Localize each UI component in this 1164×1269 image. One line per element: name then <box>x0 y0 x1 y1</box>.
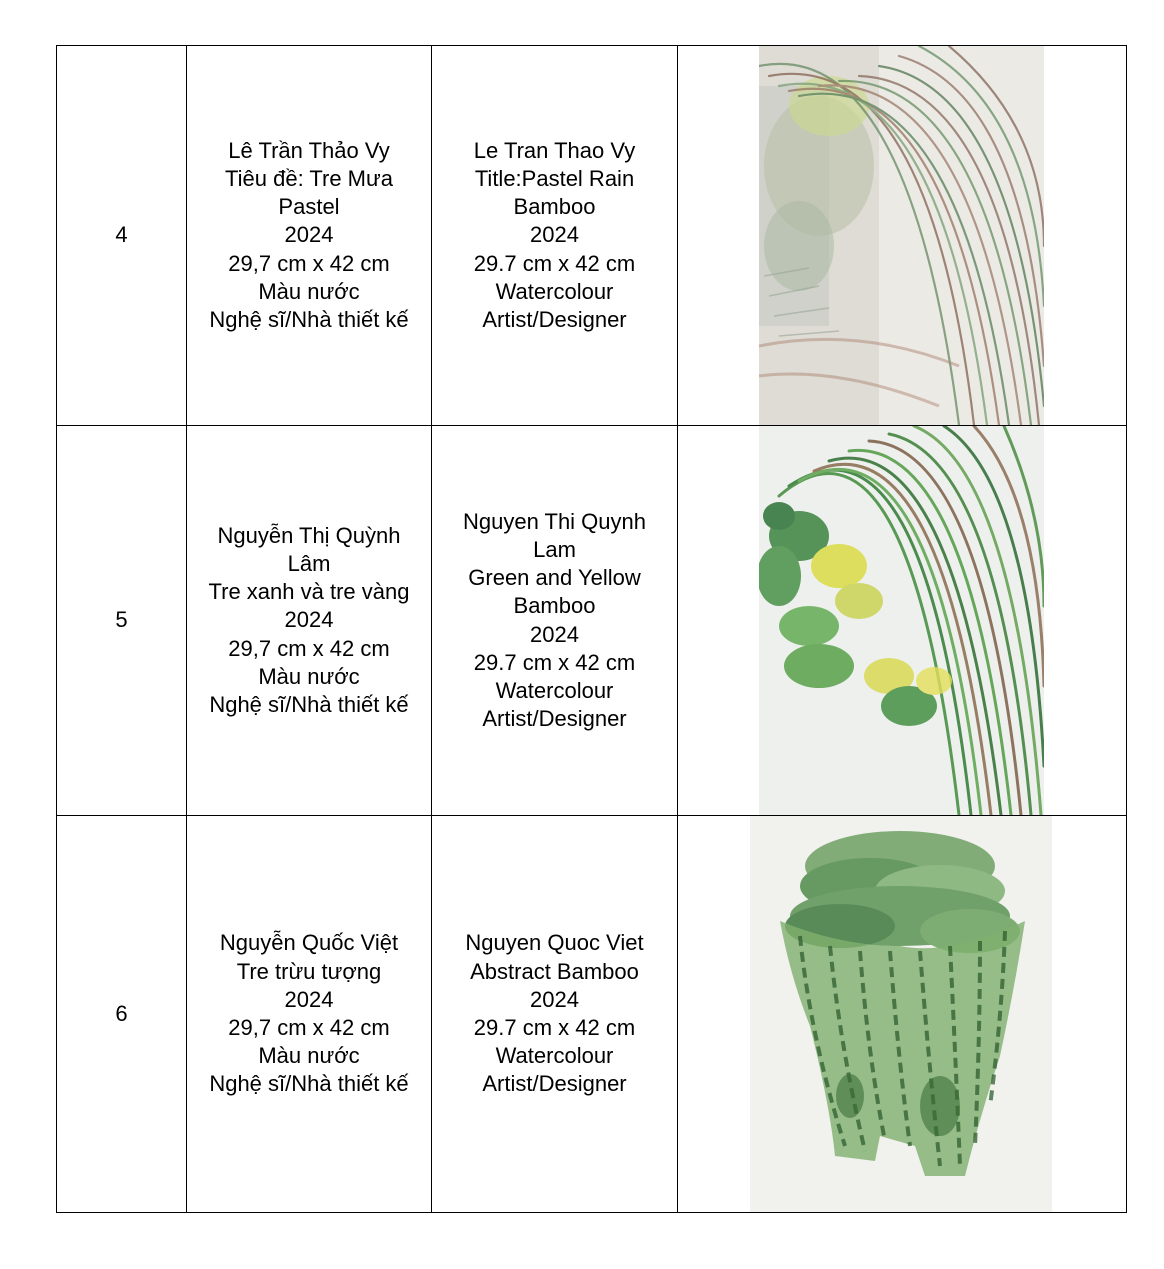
entry-number: 4 <box>57 46 187 426</box>
vietnamese-description <box>187 816 432 1213</box>
title-line: Tre xanh và tre vàng <box>208 579 410 605</box>
title-line: Abstract Bamboo <box>470 958 639 984</box>
english-description <box>432 426 678 816</box>
dimensions-line: 29.7 cm x 42 cm <box>473 1015 636 1040</box>
artist-name-line: Nguyen Thi Quynh <box>462 508 647 534</box>
role-line: Nghệ sĩ/Nhà thiết kế <box>209 692 409 717</box>
year-line: 2024 <box>284 986 334 1012</box>
role-line: Artist/Designer <box>482 307 627 332</box>
title-line: Pastel <box>278 194 340 220</box>
table-row <box>57 426 1127 816</box>
role-line: Nghệ sĩ/Nhà thiết kế <box>209 1071 409 1097</box>
entry-number: 5 <box>57 426 187 816</box>
title-line: Bamboo <box>513 593 596 619</box>
title-line: Tiêu đề: Tre Mưa <box>225 165 393 191</box>
artwork-image-cell <box>678 816 1127 1213</box>
dimensions-line: 29,7 cm x 42 cm <box>228 635 390 661</box>
year-line: 2024 <box>530 621 579 647</box>
artist-name-line: Lam <box>533 536 576 562</box>
entry-number: 6 <box>57 816 187 1213</box>
artworks-table <box>56 45 1127 1213</box>
dimensions-line: 29.7 cm x 42 cm <box>473 250 636 276</box>
artwork-image-cell <box>678 46 1127 426</box>
year-line: 2024 <box>530 222 579 248</box>
dimensions-line: 29,7 cm x 42 cm <box>228 250 390 276</box>
medium-line: Watercolour <box>495 278 614 304</box>
title-line: Green and Yellow <box>468 565 641 591</box>
english-description <box>432 816 678 1213</box>
vietnamese-description <box>187 46 432 426</box>
medium-line: Màu nước <box>258 278 360 304</box>
artist-name-line: Lê Trần Thảo Vy <box>228 137 390 163</box>
artist-name-line: Nguyễn Quốc Việt <box>219 930 399 956</box>
artist-name-line: Nguyen Quoc Viet <box>465 930 644 956</box>
title-line: Bamboo <box>513 194 596 220</box>
title-line: Tre trừu tượng <box>236 958 382 984</box>
vietnamese-description <box>187 426 432 816</box>
medium-line: Watercolour <box>495 677 614 703</box>
artwork-image-cell <box>678 426 1127 816</box>
medium-line: Màu nước <box>258 663 360 689</box>
artist-name-line: Lâm <box>287 550 331 576</box>
painting-green-and-yellow-bamboo <box>759 426 1044 815</box>
painting-pastel-rain-bamboo <box>759 46 1044 425</box>
year-line: 2024 <box>284 607 334 633</box>
medium-line: Watercolour <box>495 1043 614 1069</box>
table-row <box>57 816 1127 1213</box>
role-line: Artist/Designer <box>482 1071 627 1097</box>
artist-name-line: Nguyễn Thị Quỳnh <box>217 522 401 548</box>
title-line: Title:Pastel Rain <box>474 165 635 191</box>
dimensions-line: 29,7 cm x 42 cm <box>228 1015 390 1040</box>
table-row <box>57 46 1127 426</box>
role-line: Artist/Designer <box>482 706 627 732</box>
painting-abstract-bamboo <box>750 816 1052 1212</box>
year-line: 2024 <box>530 986 579 1012</box>
year-line: 2024 <box>284 222 334 248</box>
role-line: Nghệ sĩ/Nhà thiết kế <box>209 307 409 332</box>
english-description <box>432 46 678 426</box>
artist-name-line: Le Tran Thao Vy <box>473 137 636 163</box>
medium-line: Màu nước <box>258 1043 360 1069</box>
dimensions-line: 29.7 cm x 42 cm <box>473 649 636 675</box>
